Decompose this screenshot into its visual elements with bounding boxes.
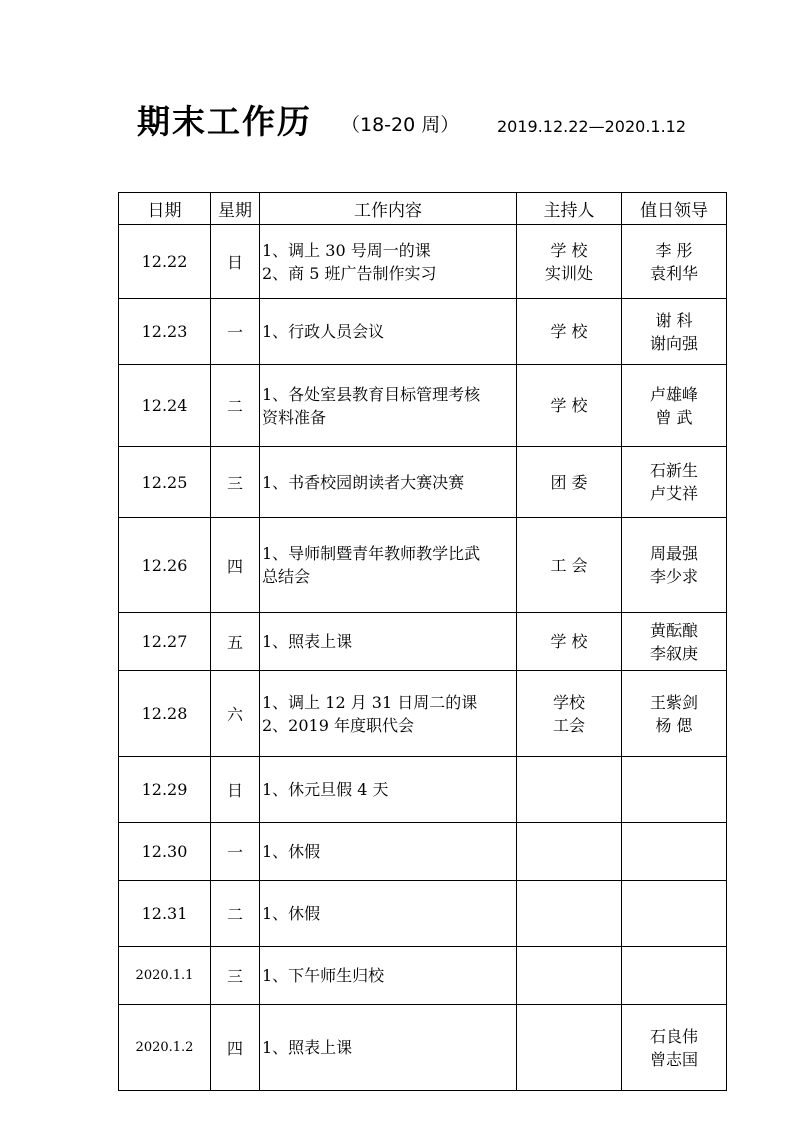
leader-line: 曾 武 — [655, 407, 693, 427]
table-row — [119, 365, 727, 447]
content-cell — [260, 823, 517, 881]
content-line: 1、书香校园朗读者大赛决赛 — [262, 472, 465, 492]
weekday-cell: 日 — [211, 225, 260, 299]
table-row — [119, 299, 727, 365]
weekday-cell: 一 — [211, 823, 260, 881]
table-row — [119, 447, 727, 518]
content-line: 1、照表上课 — [262, 632, 353, 651]
leader-line: 李 彤 — [655, 240, 693, 260]
content-line: 1、各处室县教育目标管理考核 — [262, 384, 481, 404]
host-cell — [517, 299, 622, 365]
content-line: 1、行政人员会议 — [262, 322, 385, 341]
date-cell: 12.27 — [119, 613, 211, 671]
column-header-weekday: 星期 — [211, 193, 260, 225]
leader-line: 谢向强 — [649, 333, 698, 353]
host-cell — [517, 757, 622, 823]
host-cell — [517, 671, 622, 757]
leader-line: 谢 科 — [655, 310, 693, 330]
content-cell — [260, 947, 517, 1005]
table-row — [119, 613, 727, 671]
leader-cell — [622, 757, 727, 823]
leader-line: 卢艾祥 — [649, 484, 698, 503]
date-cell: 12.30 — [119, 823, 211, 881]
host-line: 实训处 — [544, 263, 593, 283]
content-line: 1、休元旦假 4 天 — [262, 780, 389, 799]
date-cell: 12.23 — [119, 299, 211, 365]
leader-line: 石良伟 — [649, 1026, 698, 1046]
leader-cell — [622, 881, 727, 947]
content-cell — [260, 365, 517, 447]
weekday-cell: 六 — [211, 671, 260, 757]
weekday-cell: 二 — [211, 365, 260, 447]
content-line: 2、商 5 班广告制作实习 — [262, 263, 437, 283]
date-cell: 12.25 — [119, 447, 211, 518]
host-cell — [517, 613, 622, 671]
host-cell — [517, 823, 622, 881]
content-line: 2、2019 年度职代会 — [262, 715, 414, 735]
table-header-row — [119, 193, 727, 225]
table-row — [119, 823, 727, 881]
leader-cell — [622, 823, 727, 881]
content-line: 1、下午师生归校 — [262, 966, 385, 985]
content-cell — [260, 881, 517, 947]
leader-line: 杨 偲 — [655, 715, 693, 735]
leader-line: 周最强 — [649, 544, 698, 563]
content-line: 1、导师制暨青年教师教学比武 — [262, 544, 481, 563]
leader-cell — [622, 365, 727, 447]
content-line: 1、调上 12 月 31 日周二的课 — [262, 692, 478, 712]
host-cell — [517, 947, 622, 1005]
column-header-host: 主持人 — [517, 193, 622, 225]
date-cell: 12.24 — [119, 365, 211, 447]
weekday-cell: 四 — [211, 1005, 260, 1091]
weekday-cell: 四 — [211, 518, 260, 613]
leader-line: 王紫剑 — [649, 692, 698, 712]
weekday-cell: 五 — [211, 613, 260, 671]
content-cell — [260, 447, 517, 518]
table-row — [119, 757, 727, 823]
leader-line: 李叙庚 — [649, 643, 698, 663]
page-title: 期末工作历 — [137, 102, 312, 141]
week-range: （18-20 周） — [341, 114, 460, 136]
leader-cell — [622, 518, 727, 613]
weekday-cell: 二 — [211, 881, 260, 947]
weekday-cell: 一 — [211, 299, 260, 365]
table-row — [119, 881, 727, 947]
date-cell: 2020.1.1 — [119, 947, 211, 1005]
host-line: 学 校 — [550, 632, 588, 651]
leader-cell — [622, 671, 727, 757]
weekday-cell: 三 — [211, 447, 260, 518]
leader-line: 李少求 — [649, 567, 698, 586]
host-line: 学校 — [552, 692, 585, 712]
leader-line: 黄酝酿 — [649, 620, 698, 640]
leader-cell — [622, 1005, 727, 1091]
leader-cell — [622, 947, 727, 1005]
leader-line: 曾志国 — [649, 1049, 698, 1069]
host-cell — [517, 1005, 622, 1091]
leader-line: 袁利华 — [649, 263, 698, 283]
content-line: 1、调上 30 号周一的课 — [262, 240, 431, 260]
leader-line: 石新生 — [649, 461, 698, 480]
host-cell — [517, 881, 622, 947]
host-line: 学 校 — [550, 240, 588, 260]
content-line: 1、休假 — [262, 904, 321, 923]
weekday-cell: 日 — [211, 757, 260, 823]
host-line: 团 委 — [550, 472, 588, 492]
leader-cell — [622, 613, 727, 671]
host-line: 学 校 — [550, 396, 588, 415]
leader-line: 卢雄峰 — [649, 384, 698, 404]
content-cell — [260, 757, 517, 823]
host-line: 工会 — [552, 715, 585, 735]
host-cell — [517, 365, 622, 447]
table-row — [119, 1005, 727, 1091]
date-cell: 12.26 — [119, 518, 211, 613]
date-cell: 12.29 — [119, 757, 211, 823]
weekday-cell: 三 — [211, 947, 260, 1005]
host-cell — [517, 518, 622, 613]
host-cell — [517, 225, 622, 299]
leader-cell — [622, 299, 727, 365]
host-line: 学 校 — [550, 322, 588, 341]
date-cell: 2020.1.2 — [119, 1005, 211, 1091]
content-cell — [260, 671, 517, 757]
date-cell: 12.28 — [119, 671, 211, 757]
content-line: 总结会 — [262, 567, 311, 586]
column-header-content: 工作内容 — [260, 193, 517, 225]
table-row — [119, 225, 727, 299]
schedule-table — [118, 192, 727, 1091]
content-cell — [260, 299, 517, 365]
content-cell — [260, 1005, 517, 1091]
content-line: 1、休假 — [262, 842, 321, 861]
date-cell: 12.31 — [119, 881, 211, 947]
column-header-leader: 值日领导 — [622, 193, 727, 225]
table-row — [119, 671, 727, 757]
content-cell — [260, 518, 517, 613]
leader-cell — [622, 447, 727, 518]
leader-cell — [622, 225, 727, 299]
date-cell: 12.22 — [119, 225, 211, 299]
host-cell — [517, 447, 622, 518]
table-row — [119, 947, 727, 1005]
column-header-date: 日期 — [119, 193, 211, 225]
date-range: 2019.12.22—2020.1.12 — [497, 117, 687, 136]
host-line: 工 会 — [550, 555, 588, 575]
table-row — [119, 518, 727, 613]
content-cell — [260, 225, 517, 299]
content-line: 1、照表上课 — [262, 1038, 353, 1057]
content-cell — [260, 613, 517, 671]
content-line: 资料准备 — [262, 407, 327, 427]
